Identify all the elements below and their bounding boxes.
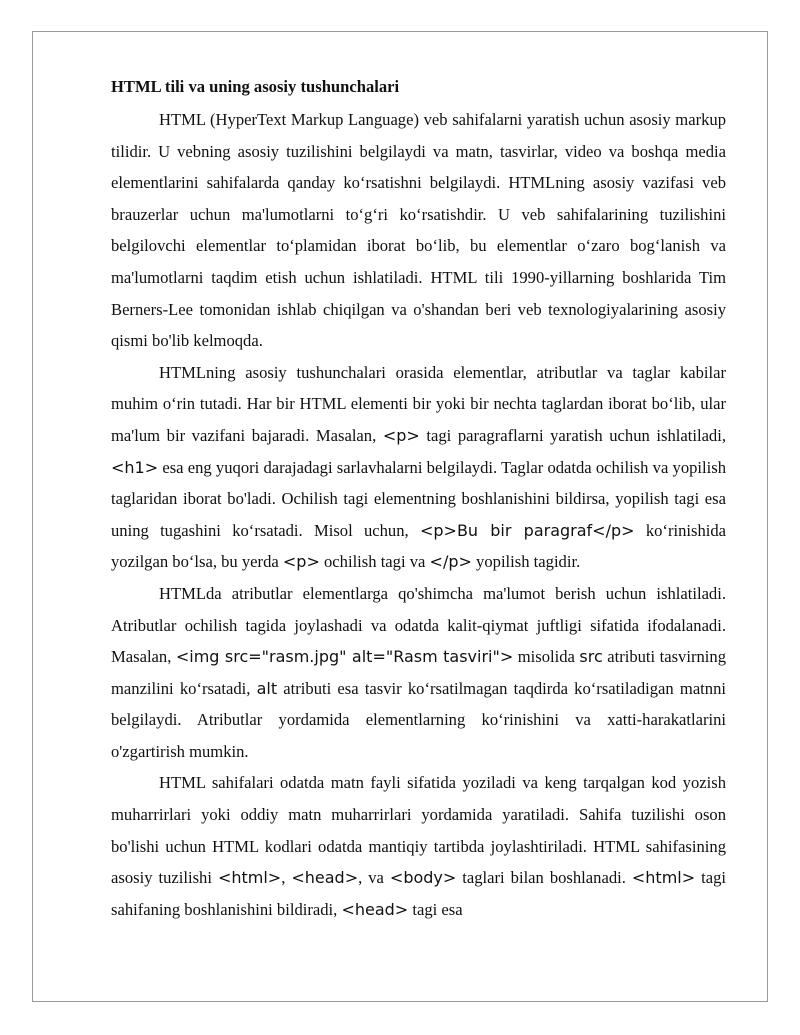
paragraph-text: atributi esa tasvir ko‘rsatilmagan taqdirda ko‘rsatiladigan matnni belgilaydi. Atributlar yordamida elementlarning ko‘rinishini va xatti-harakatlarini o'zgartirish mumkin. <box>111 678 726 761</box>
inline-code: alt <box>256 678 278 698</box>
paragraph-text: HTMLda atributlar elementlarga qo'shimcha ma'lumot berish uchun ishlatiladi. Atributlar ochilish tagida joylashadi va odatda kalit-qiymat juftligi sifatida ifodalanadi. Masalan, <box>111 583 726 667</box>
inline-code: <p> <box>282 552 320 572</box>
paragraph-text: ochilish tagi va <box>319 552 430 572</box>
inline-code: <head> <box>341 899 409 919</box>
inline-code: </p> <box>429 552 472 572</box>
paragraph-concepts <box>111 357 726 578</box>
paragraph-attributes <box>111 578 726 768</box>
paragraph-text: HTMLning asosiy tushunchalari orasida elementlar, atributlar va taglar kabilar muhim o‘rin tutadi. Har bir HTML elementi bir yoki bir nechta taglardan iborat bo‘lib, ular ma'lum bir vazifani bajaradi. Masalan, <box>111 362 726 445</box>
paragraph-text: yopilish tagidir. <box>471 552 581 572</box>
paragraph-text: tagi paragraflarni yaratish uchun ishlatiladi, <box>419 425 726 445</box>
paragraph-text: tagi sahifaning boshlanishini bildiradi, <box>111 868 727 919</box>
inline-code: <h1> <box>111 457 159 477</box>
inline-code: <p> <box>382 425 420 445</box>
inline-code: <body> <box>389 868 457 888</box>
paragraph-structure <box>111 767 726 925</box>
inline-code: <html> <box>631 868 696 888</box>
inline-code: src <box>579 647 603 667</box>
paragraph-text: HTML (HyperText Markup Language) veb sahifalarni yaratish uchun asosiy markup tilidir. U vebning asosiy tuzilishini belgilaydi va matn, tasvirlar, video va boshqa media elementlarini sahifalarda qanday ko‘rsatishni belgilaydi. HTMLning asosiy vazifasi veb brauzerlar uchun ma'lumotlarni to‘g‘ri ko‘rsatishdir. U veb sahifalarining tuzilishini belgilovchi elementlar to‘plamidan iborat bo‘lib, bu elementlar o‘zaro bog‘lanish va ma'lumotlarni taqdim etish uchun ishlatiladi. HTML tili 1990-yillarning boshlarida Tim Berners-Lee tomonidan ishlab chiqilgan va o'shandan beri veb texnologiyalarining asosiy qismi bo'lib kelmoqda. <box>111 110 726 351</box>
paragraph-text: ko‘rinishida yozilgan bo‘lsa, bu yerda <box>111 520 727 572</box>
paragraph-text: taglari bilan boshlanadi. <box>456 868 632 888</box>
paragraph-text: , va <box>358 868 390 888</box>
paragraph-intro <box>111 104 726 357</box>
paragraph-text: atributi tasvirning manzilini ko‘rsatadi, <box>111 647 726 698</box>
document-heading: HTML tili va uning asosiy tushunchalari <box>111 77 400 96</box>
inline-code: <html> <box>217 868 282 888</box>
paragraph-text: tagi esa <box>408 899 463 919</box>
paragraph-text: HTML sahifalari odatda matn fayli sifatida yoziladi va keng tarqalgan kod yozish muharrirlari yoki oddiy matn muharrirlari yordamida yaratiladi. Sahifa tuzilishi oson bo'lishi uchun HTML kodlari odatda mantiqiy tartibda joylashtiriladi. HTML sahifasining asosiy tuzilishi <box>111 773 726 888</box>
document-body <box>111 70 726 925</box>
paragraph-text: , <box>281 868 292 888</box>
paragraph-text: misolida <box>513 647 580 667</box>
paragraph-text: esa eng yuqori darajadagi sarlavhalarni belgilaydi. Taglar odatda ochilish va yopilish taglaridan iborat bo'ladi. Ochilish tagi elementning boshlanishini bildirsa, yopilish tagi esa uning tugashini ko‘rsatadi. Misol uchun, <box>111 457 726 540</box>
inline-code: <p>Bu bir paragraf</p> <box>419 520 635 540</box>
inline-code: <img src="rasm.jpg" alt="Rasm tasviri"> <box>175 647 514 667</box>
inline-code: <head> <box>291 868 359 888</box>
